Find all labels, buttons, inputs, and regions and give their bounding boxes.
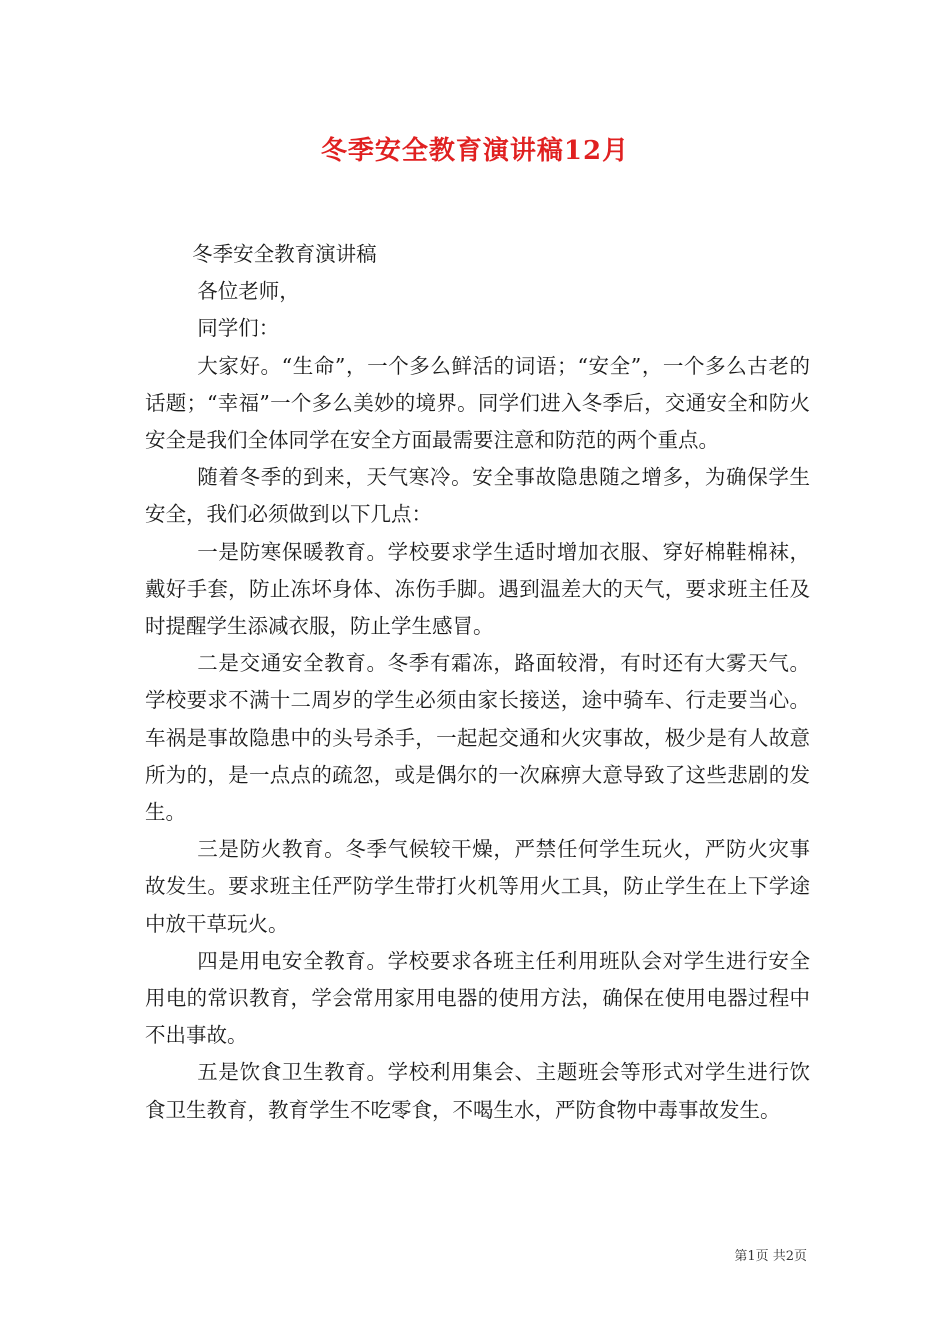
salutation-students: 同学们： <box>197 316 280 341</box>
paragraph-intro: 随着冬季的到来，天气寒冷。安全事故隐患随之增多，为确保学生安全，我们必须做到以下几点： <box>145 465 810 527</box>
salutation-teachers: 各位老师， <box>197 279 300 304</box>
paragraph-fire-safety: 三是防火教育。冬季气候较干燥，严禁任何学生玩火，严防火灾事故发生。要求班主任严防学生带打火机等用火工具，防止学生在上下学途中放干草玩火。 <box>145 837 810 936</box>
speech-subtitle: 冬季安全教育演讲稿 <box>192 242 377 266</box>
paragraph-cold-protection: 一是防寒保暖教育。学校要求学生适时增加衣服、穿好棉鞋棉袜，戴好手套，防止冻坏身体、冻伤手脚。遇到温差大的天气，要求班主任及时提醒学生添减衣服，防止学生感冒。 <box>145 539 810 639</box>
paragraph-food-safety: 五是饮食卫生教育。学校利用集会、主题班会等形式对学生进行饮食卫生教育，教育学生不吃零食，不喝生水，严防食物中毒事故发生。 <box>145 1060 810 1122</box>
document-body <box>145 236 810 1129</box>
paragraph-electric-safety: 四是用电安全教育。学校要求各班主任利用班队会对学生进行安全用电的常识教育，学会常用家用电器的使用方法，确保在使用电器过程中不出事故。 <box>145 948 810 1048</box>
page-number: 第1页 共2页 <box>734 1249 807 1264</box>
paragraph-greeting: 大家好。“生命”，一个多么鲜活的词语；“安全”，一个多么古老的话题；“幸福”一个多么美妙的境界。同学们进入冬季后，交通安全和防火安全是我们全体同学在安全方面最需要注意和防范的两个重点。 <box>145 353 810 453</box>
page-title: 冬季安全教育演讲稿12月 <box>320 136 630 166</box>
paragraph-traffic-safety: 二是交通安全教育。冬季有霜冻，路面较滑，有时还有大雾天气。学校要求不满十二周岁的学生必须由家长接送，途中骑车、行走要当心。车祸是事故隐患中的头号杀手，一起起交通和火灾事故，极少是有人故意所为的，是一点点的疏忽，或是偶尔的一次麻痹大意导致了这些悲剧的发生。 <box>145 651 810 825</box>
